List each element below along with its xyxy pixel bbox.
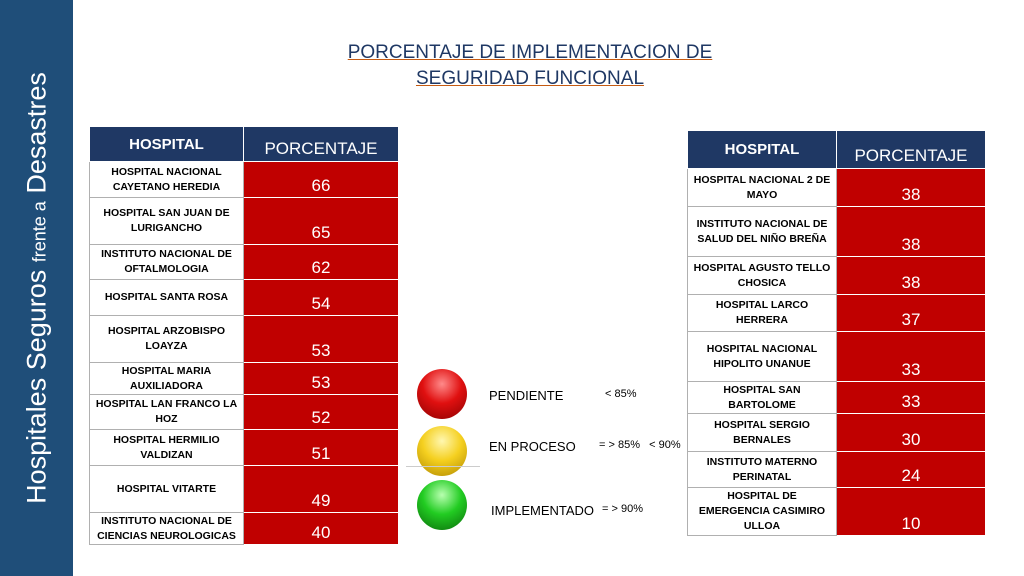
- header-hospital: HOSPITAL: [90, 127, 244, 162]
- table-row: [688, 169, 986, 207]
- sidebar-title: Hospitales Seguros frente a Desastres: [21, 72, 52, 504]
- hospital-name: HOSPITAL DE EMERGENCIA CASIMIRO ULLOA: [688, 488, 837, 536]
- green-light-icon: [417, 480, 467, 530]
- hospital-name: INSTITUTO NACIONAL DE OFTALMOLOGIA: [90, 245, 244, 280]
- percentage-value: 10: [837, 488, 986, 536]
- percentage-value: 52: [244, 395, 399, 430]
- legend-in-process-label: EN PROCESO: [489, 439, 576, 454]
- table-row: [688, 382, 986, 414]
- hospital-name: INSTITUTO NACIONAL DE SALUD DEL NIÑO BREÑA: [688, 207, 837, 257]
- hospital-name: HOSPITAL MARIA AUXILIADORA: [90, 363, 244, 395]
- yellow-light-icon: [417, 426, 467, 476]
- table-row: [90, 198, 399, 245]
- table-row: [90, 395, 399, 430]
- table-row: [90, 280, 399, 316]
- percentage-value: 65: [244, 198, 399, 245]
- percentage-value: 49: [244, 466, 399, 513]
- hospital-name: HOSPITAL NACIONAL HIPOLITO UNANUE: [688, 332, 837, 382]
- page-title: [330, 40, 730, 92]
- hospital-name: INSTITUTO NACIONAL DE CIENCIAS NEUROLOGICAS: [90, 513, 244, 545]
- table-row: [90, 430, 399, 466]
- table-row: [90, 245, 399, 280]
- percentage-value: 38: [837, 169, 986, 207]
- table-row: [688, 414, 986, 452]
- hospital-name: HOSPITAL VITARTE: [90, 466, 244, 513]
- percentage-value: 38: [837, 257, 986, 295]
- table-row: [90, 316, 399, 363]
- table-row: [688, 488, 986, 536]
- hospital-name: HOSPITAL SAN BARTOLOME: [688, 382, 837, 414]
- sidebar-banner: [0, 0, 73, 576]
- header-percentage: PORCENTAJE: [244, 127, 399, 162]
- hospital-name: HOSPITAL AGUSTO TELLO CHOSICA: [688, 257, 837, 295]
- table-row: [688, 332, 986, 382]
- hospital-name: INSTITUTO MATERNO PERINATAL: [688, 452, 837, 488]
- percentage-value: 62: [244, 245, 399, 280]
- legend-implemented-range: = > 90%: [602, 503, 643, 515]
- table-row: [688, 207, 986, 257]
- percentage-value: 37: [837, 295, 986, 332]
- legend-implemented-label: IMPLEMENTADO: [491, 503, 595, 518]
- table-row: [90, 466, 399, 513]
- percentage-value: 54: [244, 280, 399, 316]
- hospital-name: HOSPITAL HERMILIO VALDIZAN: [90, 430, 244, 466]
- table-row: [90, 162, 399, 198]
- hospital-table-left: [89, 126, 399, 545]
- hospital-name: HOSPITAL SERGIO BERNALES: [688, 414, 837, 452]
- hospital-name: HOSPITAL SAN JUAN DE LURIGANCHO: [90, 198, 244, 245]
- hospital-name: HOSPITAL ARZOBISPO LOAYZA: [90, 316, 244, 363]
- hospital-name: HOSPITAL SANTA ROSA: [90, 280, 244, 316]
- title-line-2: SEGURIDAD FUNCIONAL: [415, 68, 645, 89]
- percentage-value: 53: [244, 316, 399, 363]
- percentage-value: 40: [244, 513, 399, 545]
- legend-pending-label: PENDIENTE: [489, 388, 564, 403]
- percentage-value: 33: [837, 382, 986, 414]
- hospital-name: HOSPITAL NACIONAL 2 DE MAYO: [688, 169, 837, 207]
- percentage-value: 24: [837, 452, 986, 488]
- hospital-name: HOSPITAL LARCO HERRERA: [688, 295, 837, 332]
- table-row: [688, 295, 986, 332]
- percentage-value: 33: [837, 332, 986, 382]
- hospital-name: HOSPITAL NACIONAL CAYETANO HEREDIA: [90, 162, 244, 198]
- red-light-icon: [417, 369, 467, 419]
- table-row: [90, 363, 399, 395]
- legend-divider: [406, 466, 480, 467]
- table-row: [688, 257, 986, 295]
- table-row: [688, 452, 986, 488]
- header-percentage: PORCENTAJE: [837, 131, 986, 169]
- percentage-value: 66: [244, 162, 399, 198]
- hospital-name: HOSPITAL LAN FRANCO LA HOZ: [90, 395, 244, 430]
- title-line-1: PORCENTAJE DE IMPLEMENTACION DE: [347, 42, 713, 63]
- legend-pending-range: < 85%: [605, 388, 637, 400]
- hospital-table-right: [687, 130, 986, 536]
- percentage-value: 51: [244, 430, 399, 466]
- header-hospital: HOSPITAL: [688, 131, 837, 169]
- percentage-value: 38: [837, 207, 986, 257]
- percentage-value: 30: [837, 414, 986, 452]
- legend-in-process-range: = > 85% < 90%: [599, 439, 681, 451]
- table-row: [90, 513, 399, 545]
- percentage-value: 53: [244, 363, 399, 395]
